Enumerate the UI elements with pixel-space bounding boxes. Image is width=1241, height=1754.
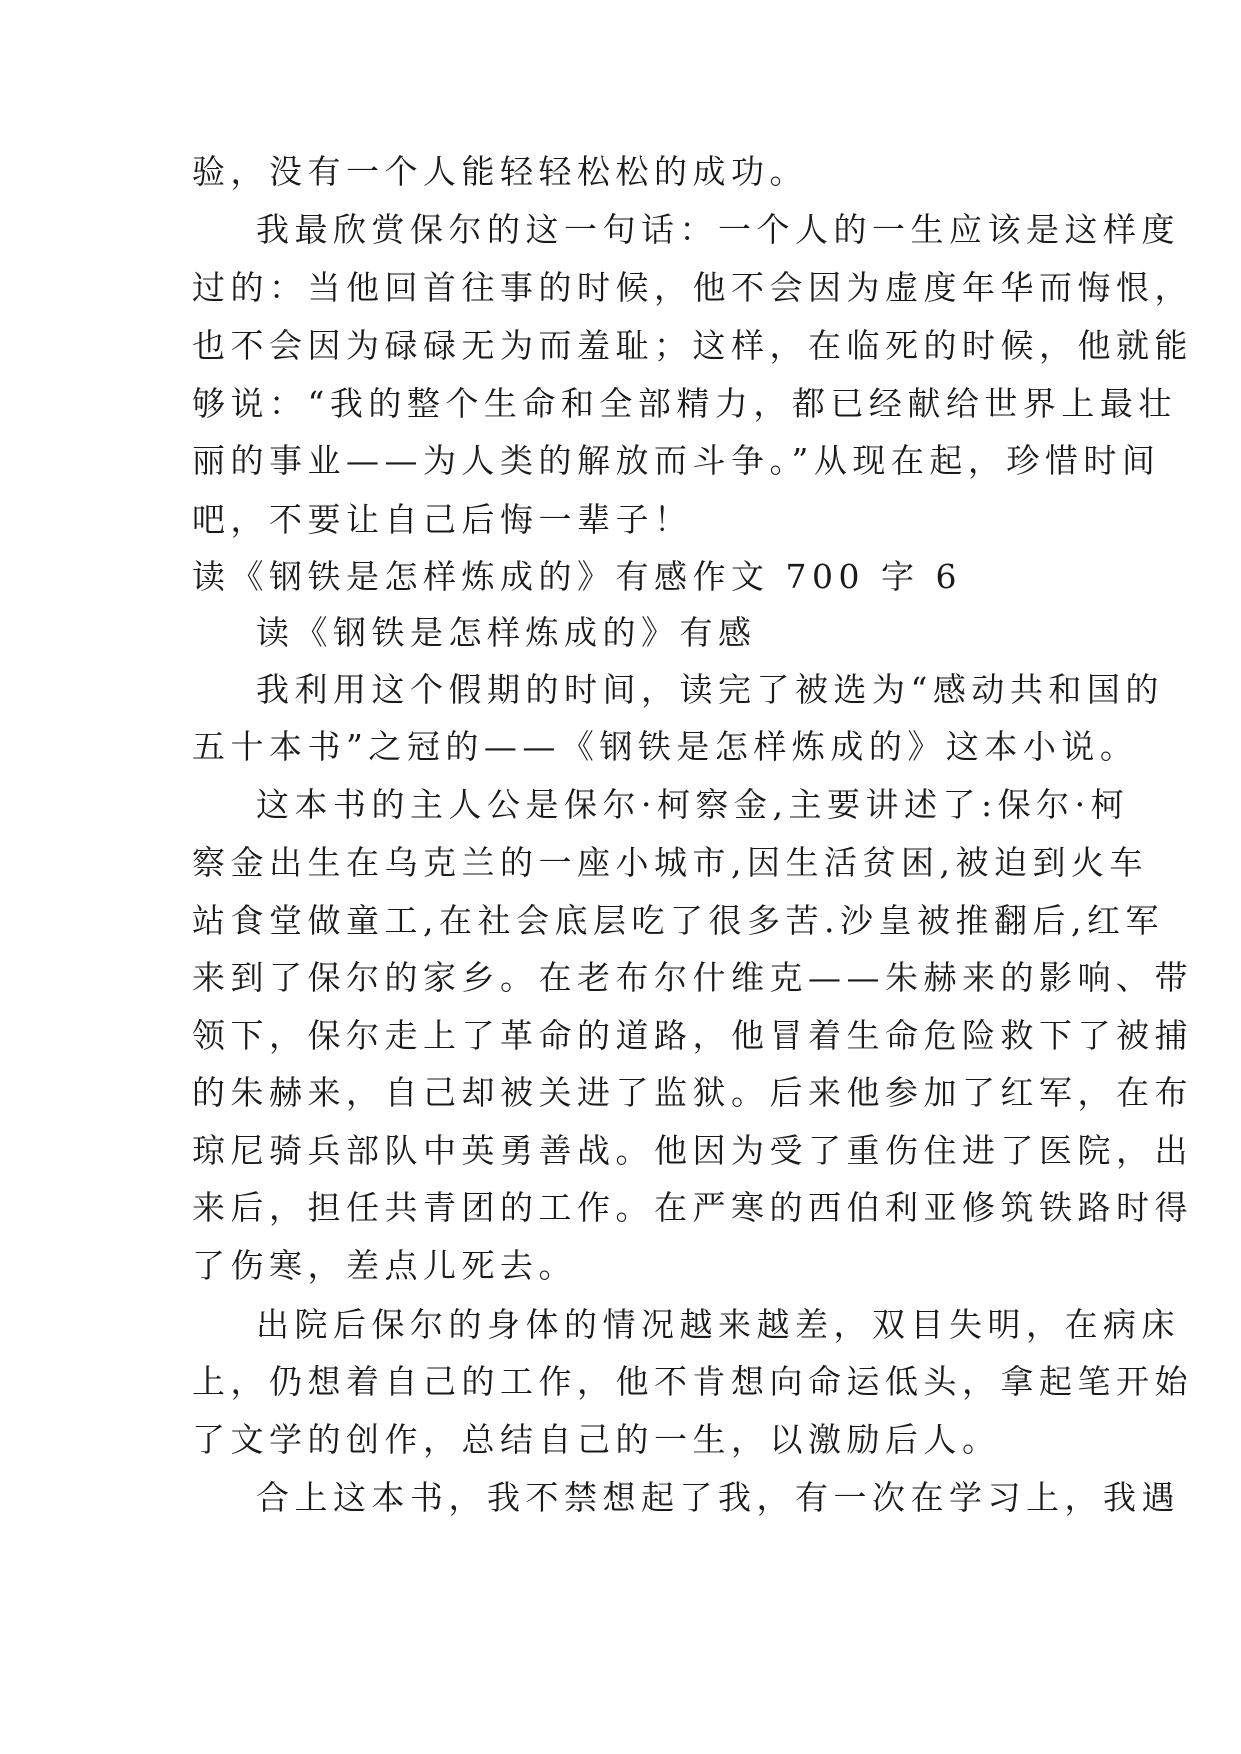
article-title: 读《钢铁是怎样炼成的》有感 [256, 613, 757, 652]
section-heading: 读《钢铁是怎样炼成的》有感作文 700 字 6 [192, 557, 962, 596]
text-line: 上，仍想着自己的工作，他不肯想向命运低头，拿起笔开始 [192, 1362, 1193, 1401]
text-line: 琼尼骑兵部队中英勇善战。他因为受了重伤住进了医院，出 [192, 1131, 1193, 1170]
text-line: 丽的事业——为人类的解放而斗争。”从现在起，珍惜时间 [192, 441, 1161, 480]
text-line: 出院后保尔的身体的情况越来越差，双目失明，在病床 [256, 1305, 1180, 1344]
text-line: 过的：当他回首往事的时候，他不会因为虚度年华而悔恨， [192, 268, 1193, 307]
text-line: 这本书的主人公是保尔·柯察金,主要讲述了:保尔·柯 [256, 785, 1130, 824]
text-line: 验，没有一个人能轻轻松松的成功。 [192, 152, 808, 191]
text-line: 吧，不要让自己后悔一辈子！ [192, 500, 693, 539]
text-line: 了文学的创作，总结自己的一生，以激励后人。 [192, 1420, 1001, 1459]
text-line: 五十本书”之冠的——《钢铁是怎样炼成的》这本小说。 [192, 727, 1139, 766]
text-line: 我最欣赏保尔的这一句话：一个人的一生应该是这样度 [256, 210, 1180, 249]
text-line: 合上这本书，我不禁想起了我，有一次在学习上，我遇 [256, 1478, 1180, 1517]
text-line: 领下，保尔走上了革命的道路，他冒着生命危险救下了被捕 [192, 1016, 1193, 1055]
text-line: 来后，担任共青团的工作。在严寒的西伯利亚修筑铁路时得 [192, 1188, 1193, 1227]
text-line: 来到了保尔的家乡。在老布尔什维克——朱赫来的影响、带 [192, 958, 1193, 997]
text-line: 够说：“我的整个生命和全部精力，都已经献给世界上最壮 [192, 384, 1177, 423]
text-line: 了伤寒，差点儿死去。 [192, 1246, 577, 1285]
text-line: 的朱赫来，自己却被关进了监狱。后来他参加了红军，在布 [192, 1073, 1193, 1112]
text-line: 我利用这个假期的时间，读完了被选为“感动共和国的 [256, 670, 1164, 709]
text-line: 察金出生在乌克兰的一座小城市,因生活贫困,被迫到火车 [192, 843, 1148, 882]
text-line: 站食堂做童工,在社会底层吃了很多苦.沙皇被推翻后,红军 [192, 901, 1164, 940]
text-line: 也不会因为碌碌无为而羞耻；这样，在临死的时候，他就能 [192, 326, 1193, 365]
